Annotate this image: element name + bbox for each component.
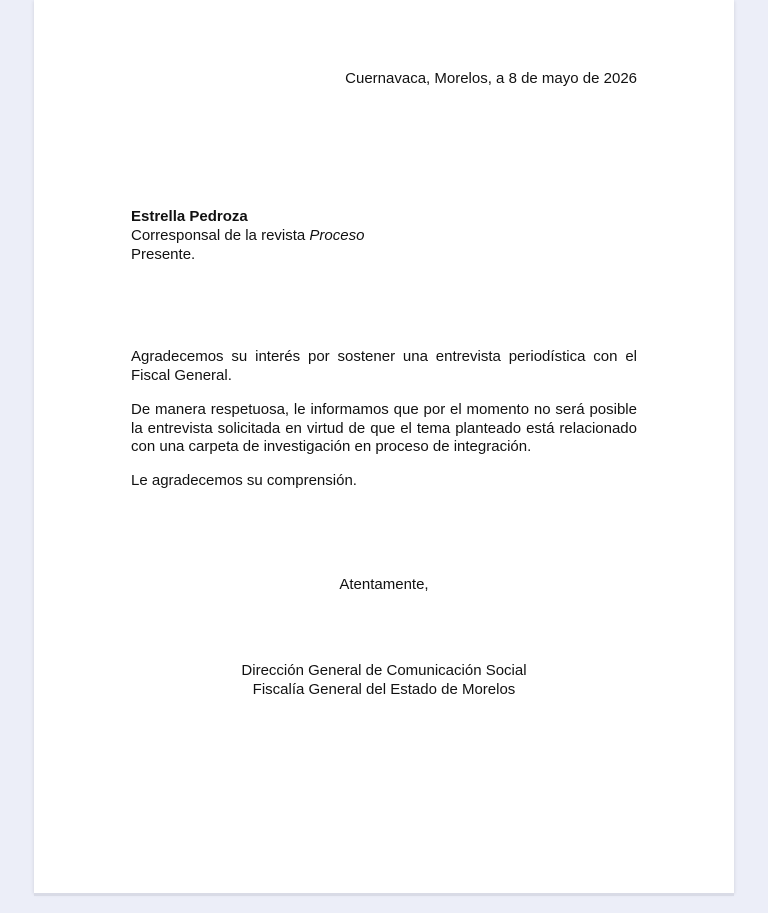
signature-line-2: Fiscalía General del Estado de Morelos (252, 681, 516, 698)
recipient-publication: Proceso (309, 227, 365, 244)
recipient-salutation: Presente. (131, 246, 196, 263)
recipient-role-prefix: Corresponsal de la revista (131, 227, 310, 244)
closing-atentamente: Atentamente, (339, 576, 429, 593)
signature-line-1: Dirección General de Comunicación Social (241, 662, 527, 679)
letter-page (34, 0, 734, 893)
page-shadow (34, 893, 734, 896)
body-paragraph-1: Agradecemos su interés por sostener una entrevista periodística con el Fiscal General. (131, 348, 637, 384)
body-paragraph-3: Le agradecemos su comprensión. (131, 472, 357, 489)
body-paragraph-2: De manera respetuosa, le informamos que por el momento no será posible la entrevista solicitada en virtud de que el tema planteado está relacionado con una carpeta de investigación en proceso de integración. (131, 401, 637, 455)
recipient-name: Estrella Pedroza (131, 208, 248, 225)
recipient-role (131, 227, 364, 245)
letter-date: Cuernavaca, Morelos, a 8 de mayo de 2026 (345, 70, 637, 87)
